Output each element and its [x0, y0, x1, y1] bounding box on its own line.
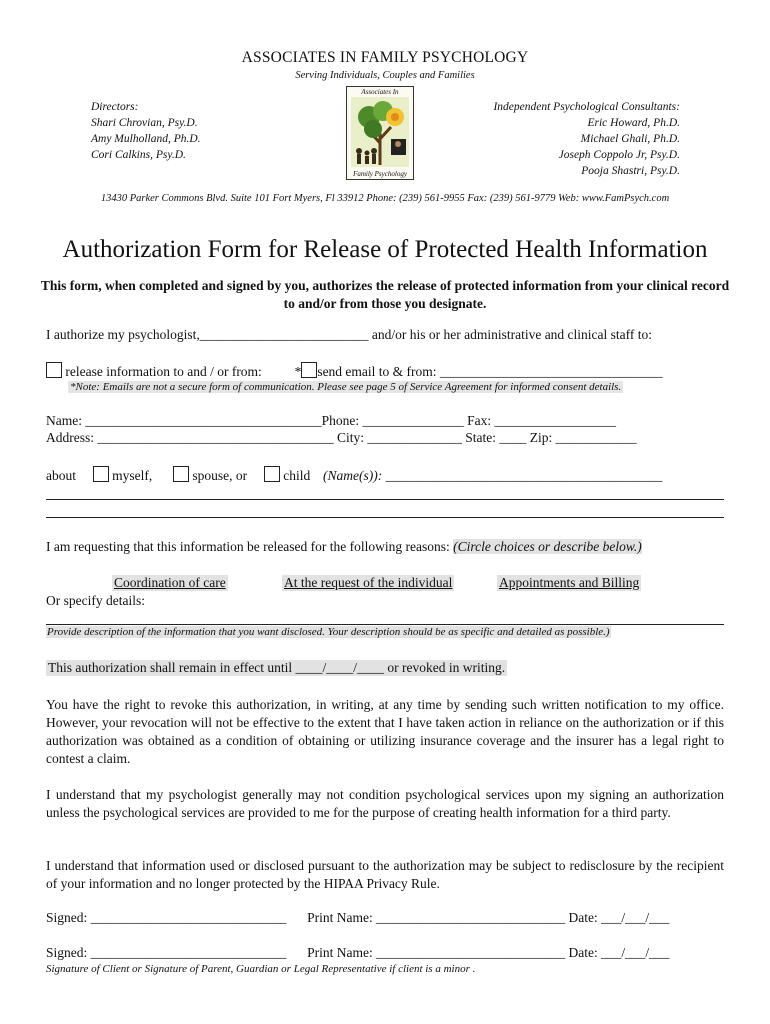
print-name-label: Print Name:	[307, 945, 377, 960]
director-name: Cori Calkins, Psy.D.	[91, 149, 186, 161]
specify-details-field[interactable]	[46, 624, 724, 625]
release-info-checkbox[interactable]	[46, 362, 62, 378]
date-label: Date:	[568, 910, 602, 925]
reasons-hint: (Circle choices or describe below.)	[453, 539, 642, 554]
directors-block	[91, 99, 201, 163]
date-field[interactable]: ___/___/___	[601, 910, 670, 925]
practice-address: 13430 Parker Commons Blvd. Suite 101 Fort Myers, Fl 33912 Phone: (239) 561-9955 Fax: (239) 561-9779 Web: www.FamPsych.com	[100, 193, 670, 204]
names-continuation-line[interactable]	[46, 499, 724, 500]
redisclosure-paragraph: I understand that information used or disclosed pursuant to the authorization may be subject to redisclosure by the recipient of your information and no longer protected by the HIPAA Privacy Rule.	[46, 858, 724, 891]
spouse-label: spouse, or	[192, 468, 248, 483]
reasons-prefix: I am requesting that this information be released for the following reasons:	[46, 539, 450, 554]
date-label: Date:	[568, 945, 602, 960]
org-name: ASSOCIATES IN FAMILY PSYCHOLOGY	[241, 49, 529, 66]
child-label: child	[283, 468, 311, 483]
myself-checkbox[interactable]	[93, 466, 109, 482]
signed-label: Signed:	[46, 945, 91, 960]
consultant-name: Michael Ghali, Ph.D.	[580, 133, 680, 145]
email-security-note: *Note: Emails are not a secure form of communication. Please see page 5 of Service Agreement for informed consent details.	[70, 381, 622, 393]
authorization-expiry-line[interactable]: This authorization shall remain in effect until ____/____/____ or revoked in writing.	[48, 660, 506, 675]
child-checkbox[interactable]	[264, 466, 280, 482]
signature-row-1	[46, 910, 669, 926]
email-star: *	[294, 364, 302, 379]
consultants-block	[493, 99, 680, 179]
reasons-line	[46, 539, 642, 555]
names-label: (Name(s)):	[323, 468, 383, 483]
practice-logo	[346, 86, 414, 180]
date-field[interactable]: ___/___/___	[601, 945, 670, 960]
form-title: Authorization Form for Release of Protected Health Information	[62, 236, 708, 263]
tree-family-icon	[347, 87, 413, 179]
consultant-name: Pooja Shastri, Psy.D.	[581, 165, 680, 177]
conditions-paragraph: I understand that my psychologist generally may not condition psychological services upon my signing an authorization unless the psychological services are provided to me for the purpose of creating health information for a third party.	[46, 787, 724, 820]
print-name-field[interactable]: ____________________________	[376, 945, 566, 960]
signed-label: Signed:	[46, 910, 91, 925]
logo-top-text: Associates In	[361, 88, 399, 96]
directors-label: Directors:	[91, 101, 139, 113]
form-intro: This form, when completed and signed by you, authorizes the release of protected information from your clinical record to and/or from those you designate.	[40, 278, 730, 311]
about-label: about	[46, 468, 76, 483]
address-city-state-zip-fields[interactable]: Address: ___________________________________ City: ______________ State: ____ Zip: ____________	[46, 430, 637, 445]
send-email-label: send email to & from:	[317, 364, 440, 379]
signature-caption: Signature of Client or Signature of Parent, Guardian or Legal Representative if client is a minor .	[46, 963, 476, 975]
authorize-prefix: I authorize my psychologist,	[46, 327, 200, 342]
signature-row-2	[46, 945, 669, 961]
names-continuation-line[interactable]	[46, 517, 724, 518]
reason-appointments-billing[interactable]: Appointments and Billing	[499, 575, 640, 590]
consultant-name: Joseph Coppolo Jr, Psy.D.	[558, 149, 680, 161]
director-name: Shari Chrovian, Psy.D.	[91, 117, 198, 129]
psychologist-name-field[interactable]: _________________________	[199, 327, 369, 342]
director-name: Amy Mulholland, Ph.D.	[91, 133, 201, 145]
print-name-field[interactable]: ____________________________	[376, 910, 566, 925]
reason-request-of-individual[interactable]: At the request of the individual	[284, 575, 453, 590]
about-line	[46, 466, 662, 484]
logo-bottom-text: Family Psychology	[353, 170, 407, 178]
description-hint: Provide description of the information that you want disclosed. Your description should be as specific and detailed as possible.)	[47, 626, 610, 638]
release-options-line	[46, 362, 663, 380]
signature-field[interactable]: _____________________________	[90, 945, 287, 960]
signature-field[interactable]: _____________________________	[90, 910, 287, 925]
spouse-checkbox[interactable]	[173, 466, 189, 482]
consultant-name: Eric Howard, Ph.D.	[587, 117, 680, 129]
email-field[interactable]: _________________________________	[439, 364, 663, 379]
print-name-label: Print Name:	[307, 910, 377, 925]
myself-label: myself,	[112, 468, 153, 483]
send-email-checkbox[interactable]	[301, 362, 317, 378]
consultants-label: Independent Psychological Consultants:	[493, 101, 680, 113]
release-info-label: release information to and / or from:	[65, 364, 262, 379]
authorize-suffix: and/or his or her administrative and clinical staff to:	[368, 327, 653, 342]
name-phone-fax-fields[interactable]: Name: ___________________________________Phone: _______________ Fax: __________________	[46, 413, 616, 428]
org-tagline: Serving Individuals, Couples and Families	[295, 70, 475, 81]
reason-coordination-of-care[interactable]: Coordination of care	[114, 575, 226, 590]
specify-details-label: Or specify details:	[46, 593, 145, 608]
revocation-paragraph: You have the right to revoke this authorization, in writing, at any time by sending such written notification to my office. However, your revocation will not be effective to the extent that I have taken action in reliance on the authorization or if this authorization was obtained as a condition of obtaining or utilizing insurance coverage and the insurer has a legal right to contest a claim.	[46, 697, 724, 766]
authorize-line	[46, 327, 652, 343]
names-field[interactable]: _________________________________________	[382, 468, 663, 483]
